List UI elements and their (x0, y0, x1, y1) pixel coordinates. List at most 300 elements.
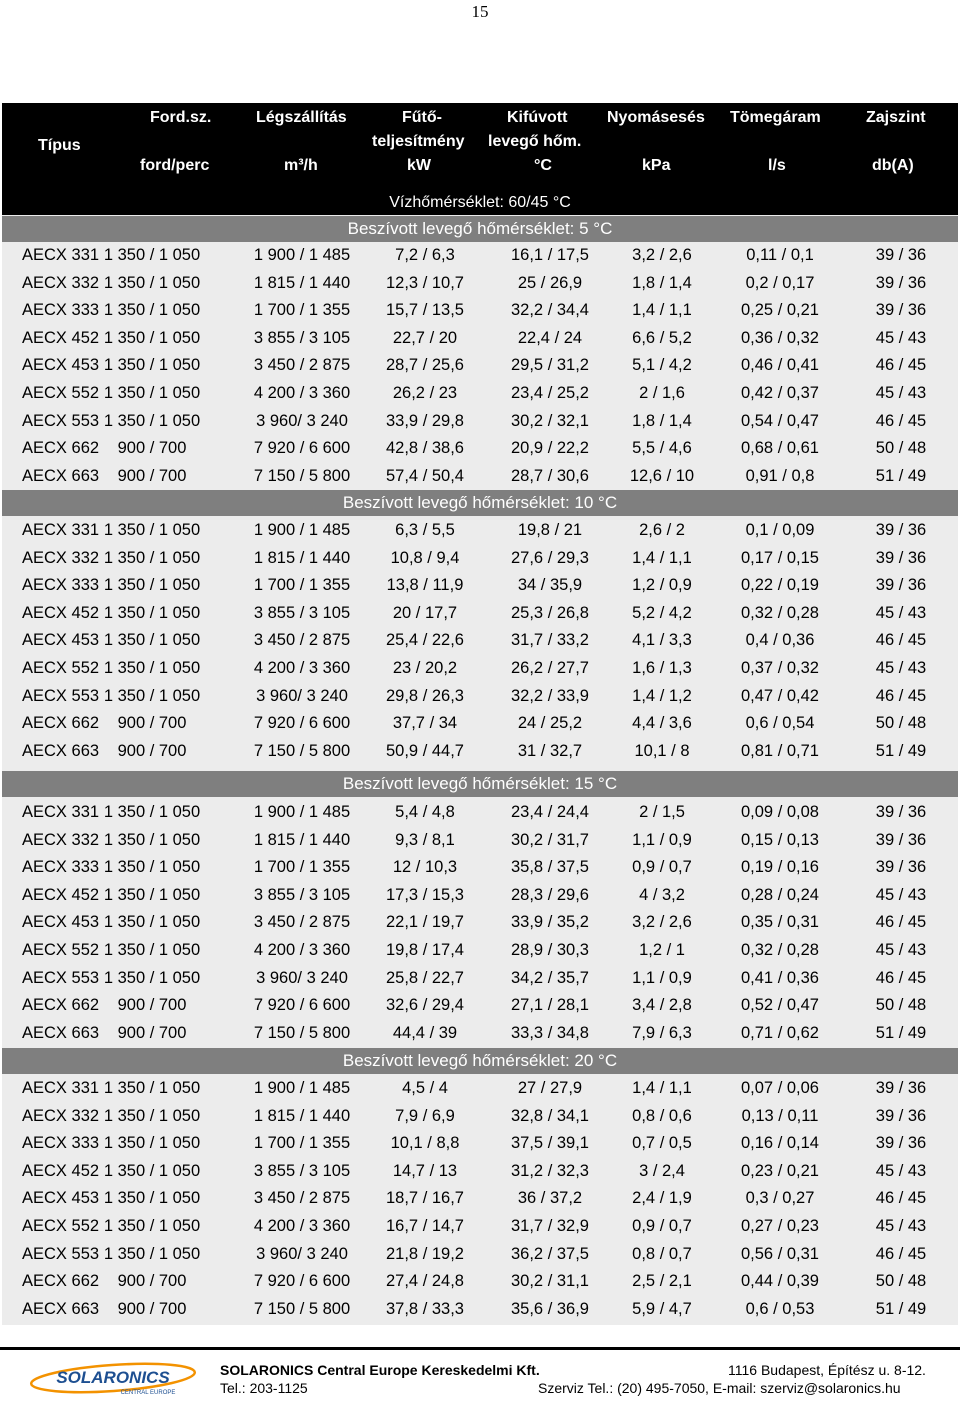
cell-outlet-temperature: 24 / 25,2 (517, 714, 583, 733)
cell-mass-flow: 0,54 / 0,47 (741, 411, 819, 430)
cell-airflow: 7 150 / 5 800 (253, 1299, 351, 1318)
cell-speed: 1 350 / 1 050 (103, 328, 201, 347)
cell-pressure-drop: 1,2 / 0,9 (632, 576, 692, 595)
cell-type: AECX 453 (22, 913, 100, 932)
cell-speed: 1 350 / 1 050 (103, 273, 201, 292)
cell-noise-level: 45 / 43 (875, 885, 927, 904)
cell-outlet-temperature: 30,2 / 31,1 (511, 1272, 589, 1291)
table-row (2, 380, 958, 408)
cell-heating-output: 15,7 / 13,5 (386, 301, 464, 320)
cell-noise-level: 46 / 45 (875, 686, 927, 705)
cell-airflow: 3 855 / 3 105 (253, 328, 351, 347)
cell-speed: 900 / 700 (117, 1023, 187, 1042)
cell-noise-level: 46 / 45 (875, 356, 927, 375)
cell-type: AECX 333 (22, 1134, 100, 1153)
cell-type: AECX 553 (22, 1244, 100, 1263)
cell-airflow: 1 815 / 1 440 (253, 273, 351, 292)
cell-outlet-temperature: 33,9 / 35,2 (511, 913, 589, 932)
cell-noise-level: 51 / 49 (875, 1023, 927, 1042)
cell-speed: 1 350 / 1 050 (103, 940, 201, 959)
cell-pressure-drop: 1,6 / 1,3 (632, 658, 692, 677)
table-row (2, 435, 958, 463)
cell-mass-flow: 0,15 / 0,13 (741, 830, 819, 849)
section-title-band (2, 1048, 958, 1074)
cell-outlet-temperature: 29,5 / 31,2 (511, 356, 589, 375)
cell-pressure-drop: 1,1 / 0,9 (632, 830, 692, 849)
cell-airflow: 1 700 / 1 355 (253, 858, 351, 877)
cell-noise-level: 39 / 36 (875, 576, 927, 595)
cell-heating-output: 26,2 / 23 (392, 383, 458, 402)
cell-speed: 900 / 700 (117, 1299, 187, 1318)
cell-mass-flow: 0,37 / 0,32 (741, 658, 819, 677)
cell-type: AECX 553 (22, 411, 100, 430)
cell-heating-output: 57,4 / 50,4 (386, 466, 464, 485)
table-row (2, 600, 958, 628)
cell-mass-flow: 0,11 / 0,1 (746, 246, 814, 264)
cell-pressure-drop: 5,1 / 4,2 (632, 356, 692, 375)
cell-pressure-drop: 2 / 1,6 (639, 383, 685, 402)
cell-speed: 1 350 / 1 050 (103, 858, 201, 877)
cell-airflow: 7 150 / 5 800 (253, 466, 351, 485)
table-row (2, 909, 958, 937)
cell-pressure-drop: 5,9 / 4,7 (632, 1299, 692, 1318)
cell-noise-level: 39 / 36 (875, 1134, 927, 1153)
cell-outlet-temperature: 27,6 / 29,3 (511, 548, 589, 567)
table-row (2, 408, 958, 436)
cell-type: AECX 331 (22, 521, 100, 539)
cell-mass-flow: 0,32 / 0,28 (741, 940, 819, 959)
cell-type: AECX 662 (22, 996, 100, 1015)
section-rows (2, 1075, 958, 1323)
cell-speed: 1 350 / 1 050 (103, 1161, 201, 1180)
cell-noise-level: 39 / 36 (875, 1106, 927, 1125)
table-row (2, 352, 958, 380)
cell-noise-level: 46 / 45 (875, 913, 927, 932)
cell-speed: 1 350 / 1 050 (103, 411, 201, 430)
table-row (2, 1185, 958, 1213)
cell-heating-output: 28,7 / 25,6 (386, 356, 464, 375)
cell-airflow: 3 960/ 3 240 (256, 686, 348, 705)
cell-noise-level: 39 / 36 (875, 1079, 927, 1097)
table-row (2, 1241, 958, 1269)
cell-outlet-temperature: 32,2 / 34,4 (511, 301, 589, 320)
cell-mass-flow: 0,81 / 0,71 (741, 741, 819, 760)
cell-airflow: 4 200 / 3 360 (253, 383, 351, 402)
cell-airflow: 1 700 / 1 355 (253, 1134, 351, 1153)
section-title: Beszívott levegő hőmérséklet: 5 °C (347, 219, 613, 238)
cell-noise-level: 45 / 43 (875, 940, 927, 959)
cell-pressure-drop: 0,8 / 0,6 (632, 1106, 692, 1125)
cell-outlet-temperature: 31 / 32,7 (517, 741, 583, 760)
cell-airflow: 1 900 / 1 485 (253, 1079, 351, 1097)
water-temperature-label: Vízhőmérséklet: 60/45 °C (389, 194, 571, 211)
cell-pressure-drop: 5,5 / 4,6 (632, 439, 692, 458)
header-heat-unit: kW (407, 157, 431, 174)
cell-noise-level: 39 / 36 (875, 246, 927, 264)
cell-heating-output: 10,8 / 9,4 (390, 548, 460, 567)
logo-subtext: CENTRAL EUROPE (120, 1390, 176, 1395)
cell-noise-level: 39 / 36 (875, 273, 927, 292)
cell-noise-level: 46 / 45 (875, 1189, 927, 1208)
cell-mass-flow: 0,19 / 0,16 (741, 858, 819, 877)
cell-heating-output: 23 / 20,2 (392, 658, 458, 677)
cell-type: AECX 452 (22, 1161, 100, 1180)
cell-pressure-drop: 2,5 / 2,1 (632, 1272, 692, 1291)
cell-mass-flow: 0,6 / 0,54 (745, 714, 815, 733)
cell-outlet-temperature: 33,3 / 34,8 (511, 1023, 589, 1042)
cell-outlet-temperature: 23,4 / 25,2 (511, 383, 589, 402)
section-rows (2, 517, 958, 765)
cell-noise-level: 51 / 49 (875, 466, 927, 485)
cell-heating-output: 25,8 / 22,7 (386, 968, 464, 987)
cell-airflow: 3 855 / 3 105 (253, 885, 351, 904)
cell-mass-flow: 0,42 / 0,37 (741, 383, 819, 402)
cell-mass-flow: 0,23 / 0,21 (741, 1161, 819, 1180)
cell-outlet-temperature: 16,1 / 17,5 (511, 246, 589, 264)
cell-speed: 1 350 / 1 050 (103, 885, 201, 904)
cell-speed: 900 / 700 (117, 714, 187, 733)
cell-noise-level: 45 / 43 (875, 328, 927, 347)
cell-heating-output: 37,8 / 33,3 (386, 1299, 464, 1318)
section-rows (2, 799, 958, 1047)
cell-pressure-drop: 2 / 1,5 (639, 803, 685, 821)
cell-heating-output: 14,7 / 13 (392, 1161, 458, 1180)
cell-pressure-drop: 2,6 / 2 (639, 521, 685, 539)
cell-speed: 1 350 / 1 050 (103, 686, 201, 705)
cell-pressure-drop: 1,1 / 0,9 (632, 968, 692, 987)
footer-divider (0, 1347, 960, 1350)
table-row (2, 655, 958, 683)
cell-pressure-drop: 0,9 / 0,7 (632, 1216, 692, 1235)
footer-service: Szerviz Tel.: (20) 495-7050, E-mail: szerviz@solaronics.hu (538, 1380, 901, 1396)
cell-noise-level: 39 / 36 (875, 548, 927, 567)
cell-outlet-temperature: 30,2 / 32,1 (511, 411, 589, 430)
cell-noise-level: 51 / 49 (875, 1299, 927, 1318)
table-row (2, 627, 958, 655)
cell-mass-flow: 0,1 / 0,09 (745, 521, 815, 539)
cell-heating-output: 29,8 / 26,3 (386, 686, 464, 705)
logo-text: SOLARONICS (56, 1368, 170, 1387)
cell-airflow: 1 900 / 1 485 (253, 521, 351, 539)
cell-speed: 1 350 / 1 050 (103, 576, 201, 595)
cell-noise-level: 46 / 45 (875, 631, 927, 650)
cell-speed: 1 350 / 1 050 (103, 1189, 201, 1208)
cell-mass-flow: 0,3 / 0,27 (745, 1189, 815, 1208)
cell-speed: 1 350 / 1 050 (103, 830, 201, 849)
cell-type: AECX 552 (22, 383, 100, 402)
header-outlet-unit: °C (534, 157, 552, 174)
cell-pressure-drop: 6,6 / 5,2 (632, 328, 692, 347)
cell-mass-flow: 0,68 / 0,61 (741, 439, 819, 458)
cell-type: AECX 332 (22, 273, 100, 292)
header-mass-label: Tömegáram (730, 109, 821, 126)
cell-airflow: 7 920 / 6 600 (253, 439, 351, 458)
cell-mass-flow: 0,52 / 0,47 (741, 996, 819, 1015)
cell-airflow: 3 960/ 3 240 (256, 1244, 348, 1263)
cell-airflow: 1 815 / 1 440 (253, 830, 351, 849)
cell-outlet-temperature: 28,3 / 29,6 (511, 885, 589, 904)
table-row (2, 297, 958, 325)
cell-heating-output: 32,6 / 29,4 (386, 996, 464, 1015)
table-row (2, 937, 958, 965)
section-rows (2, 242, 958, 490)
cell-noise-level: 45 / 43 (875, 658, 927, 677)
cell-pressure-drop: 12,6 / 10 (629, 466, 695, 485)
cell-heating-output: 37,7 / 34 (392, 714, 458, 733)
cell-mass-flow: 0,46 / 0,41 (741, 356, 819, 375)
cell-airflow: 7 150 / 5 800 (253, 1023, 351, 1042)
header-ford-label: Ford.sz. (150, 109, 212, 126)
cell-pressure-drop: 1,4 / 1,1 (632, 548, 692, 567)
cell-mass-flow: 0,35 / 0,31 (741, 913, 819, 932)
header-ford-unit: ford/perc (140, 157, 210, 174)
cell-noise-level: 39 / 36 (875, 830, 927, 849)
cell-speed: 1 350 / 1 050 (103, 803, 201, 821)
cell-pressure-drop: 0,8 / 0,7 (632, 1244, 692, 1263)
table-row (2, 1296, 958, 1324)
cell-airflow: 3 960/ 3 240 (256, 968, 348, 987)
cell-type: AECX 333 (22, 576, 100, 595)
cell-mass-flow: 0,17 / 0,15 (741, 548, 819, 567)
cell-outlet-temperature: 19,8 / 21 (517, 521, 583, 539)
cell-heating-output: 22,1 / 19,7 (386, 913, 464, 932)
cell-type: AECX 553 (22, 968, 100, 987)
cell-type: AECX 331 (22, 246, 100, 264)
cell-speed: 1 350 / 1 050 (103, 631, 201, 650)
cell-mass-flow: 0,71 / 0,62 (741, 1023, 819, 1042)
section-title-band (2, 771, 958, 797)
cell-airflow: 7 150 / 5 800 (253, 741, 351, 760)
cell-noise-level: 46 / 45 (875, 411, 927, 430)
cell-speed: 900 / 700 (117, 1272, 187, 1291)
cell-outlet-temperature: 35,6 / 36,9 (511, 1299, 589, 1318)
cell-outlet-temperature: 32,8 / 34,1 (511, 1106, 589, 1125)
footer-address: 1116 Budapest, Építész u. 8-12. (728, 1362, 926, 1378)
table-row (2, 242, 958, 270)
table-row (2, 325, 958, 353)
cell-type: AECX 332 (22, 548, 100, 567)
cell-mass-flow: 0,13 / 0,11 (741, 1106, 819, 1125)
cell-pressure-drop: 0,7 / 0,5 (632, 1134, 692, 1153)
cell-pressure-drop: 3,2 / 2,6 (632, 913, 692, 932)
cell-type: AECX 663 (22, 741, 100, 760)
footer-company: SOLARONICS Central Europe Kereskedelmi Kft. (220, 1362, 540, 1378)
cell-mass-flow: 0,22 / 0,19 (741, 576, 819, 595)
cell-mass-flow: 0,32 / 0,28 (741, 603, 819, 622)
table-row (2, 1130, 958, 1158)
cell-mass-flow: 0,28 / 0,24 (741, 885, 819, 904)
cell-mass-flow: 0,4 / 0,36 (745, 631, 815, 650)
cell-type: AECX 453 (22, 1189, 100, 1208)
cell-mass-flow: 0,6 / 0,53 (745, 1299, 815, 1318)
cell-heating-output: 18,7 / 16,7 (386, 1189, 464, 1208)
cell-noise-level: 50 / 48 (875, 996, 927, 1015)
cell-heating-output: 17,3 / 15,3 (386, 885, 464, 904)
table-row (2, 827, 958, 855)
cell-outlet-temperature: 28,7 / 30,6 (511, 466, 589, 485)
cell-airflow: 1 700 / 1 355 (253, 576, 351, 595)
table-row (2, 270, 958, 298)
cell-type: AECX 553 (22, 686, 100, 705)
section-title-band (2, 216, 958, 242)
cell-heating-output: 4,5 / 4 (402, 1079, 448, 1097)
table-row (2, 572, 958, 600)
cell-type: AECX 332 (22, 1106, 100, 1125)
table-row (2, 1268, 958, 1296)
solaronics-logo (28, 1361, 198, 1395)
cell-pressure-drop: 1,8 / 1,4 (632, 273, 692, 292)
cell-speed: 1 350 / 1 050 (103, 301, 201, 320)
cell-airflow: 1 900 / 1 485 (253, 246, 351, 264)
cell-outlet-temperature: 26,2 / 27,7 (511, 658, 589, 677)
cell-pressure-drop: 5,2 / 4,2 (632, 603, 692, 622)
cell-mass-flow: 0,27 / 0,23 (741, 1216, 819, 1235)
cell-outlet-temperature: 31,2 / 32,3 (511, 1161, 589, 1180)
cell-heating-output: 42,8 / 38,6 (386, 439, 464, 458)
cell-heating-output: 13,8 / 11,9 (386, 576, 464, 595)
table-row (2, 545, 958, 573)
cell-airflow: 4 200 / 3 360 (253, 940, 351, 959)
cell-pressure-drop: 1,4 / 1,2 (632, 686, 692, 705)
cell-type: AECX 662 (22, 439, 100, 458)
cell-heating-output: 20 / 17,7 (392, 603, 458, 622)
table-row (2, 710, 958, 738)
cell-outlet-temperature: 30,2 / 31,7 (511, 830, 589, 849)
cell-outlet-temperature: 34,2 / 35,7 (511, 968, 589, 987)
table-row (2, 738, 958, 766)
cell-speed: 900 / 700 (117, 996, 187, 1015)
cell-mass-flow: 0,36 / 0,32 (741, 328, 819, 347)
cell-noise-level: 51 / 49 (875, 741, 927, 760)
cell-pressure-drop: 1,8 / 1,4 (632, 411, 692, 430)
table-row (2, 854, 958, 882)
cell-heating-output: 7,2 / 6,3 (395, 246, 455, 264)
cell-pressure-drop: 3,2 / 2,6 (632, 246, 692, 264)
header-air-unit: m³/h (284, 157, 318, 174)
cell-heating-output: 25,4 / 22,6 (386, 631, 464, 650)
cell-airflow: 3 855 / 3 105 (253, 603, 351, 622)
cell-pressure-drop: 2,4 / 1,9 (632, 1189, 692, 1208)
table-row (2, 1075, 958, 1103)
cell-type: AECX 331 (22, 803, 100, 821)
cell-type: AECX 453 (22, 356, 100, 375)
cell-heating-output: 44,4 / 39 (392, 1023, 458, 1042)
cell-type: AECX 552 (22, 1216, 100, 1235)
cell-airflow: 3 450 / 2 875 (253, 356, 351, 375)
header-heat-label-1: Fűtő- (402, 109, 442, 126)
cell-airflow: 1 815 / 1 440 (253, 548, 351, 567)
cell-noise-level: 45 / 43 (875, 1216, 927, 1235)
cell-mass-flow: 0,41 / 0,36 (741, 968, 819, 987)
header-air-label: Légszállítás (256, 109, 347, 126)
cell-speed: 1 350 / 1 050 (103, 658, 201, 677)
water-temperature-band (2, 189, 958, 216)
cell-outlet-temperature: 27,1 / 28,1 (511, 996, 589, 1015)
cell-airflow: 7 920 / 6 600 (253, 996, 351, 1015)
table-row (2, 965, 958, 993)
cell-heating-output: 50,9 / 44,7 (386, 741, 464, 760)
cell-speed: 1 350 / 1 050 (103, 1134, 201, 1153)
cell-outlet-temperature: 28,9 / 30,3 (511, 940, 589, 959)
cell-airflow: 1 900 / 1 485 (253, 803, 351, 821)
header-pressure-label: Nyomásesés (607, 109, 705, 126)
cell-noise-level: 39 / 36 (875, 858, 927, 877)
cell-heating-output: 22,7 / 20 (392, 328, 458, 347)
cell-pressure-drop: 1,4 / 1,1 (632, 301, 692, 320)
cell-outlet-temperature: 34 / 35,9 (517, 576, 583, 595)
header-noise-unit: db(A) (872, 157, 914, 174)
cell-speed: 1 350 / 1 050 (103, 1106, 201, 1125)
cell-noise-level: 45 / 43 (875, 1161, 927, 1180)
cell-type: AECX 663 (22, 1299, 100, 1318)
cell-speed: 900 / 700 (117, 741, 187, 760)
cell-outlet-temperature: 37,5 / 39,1 (511, 1134, 589, 1153)
cell-type: AECX 333 (22, 858, 100, 877)
cell-noise-level: 46 / 45 (875, 1244, 927, 1263)
cell-heating-output: 27,4 / 24,8 (386, 1272, 464, 1291)
cell-mass-flow: 0,47 / 0,42 (741, 686, 819, 705)
cell-noise-level: 45 / 43 (875, 383, 927, 402)
cell-mass-flow: 0,16 / 0,14 (741, 1134, 819, 1153)
cell-pressure-drop: 7,9 / 6,3 (632, 1023, 692, 1042)
cell-outlet-temperature: 31,7 / 33,2 (511, 631, 589, 650)
cell-speed: 900 / 700 (117, 466, 187, 485)
cell-pressure-drop: 0,9 / 0,7 (632, 858, 692, 877)
cell-outlet-temperature: 36 / 37,2 (517, 1189, 583, 1208)
page-number: 15 (471, 2, 489, 21)
cell-airflow: 3 450 / 2 875 (253, 631, 351, 650)
cell-type: AECX 663 (22, 466, 100, 485)
table-row (2, 882, 958, 910)
cell-heating-output: 6,3 / 5,5 (395, 521, 455, 539)
table-row (2, 517, 958, 545)
cell-pressure-drop: 4,1 / 3,3 (632, 631, 692, 650)
cell-airflow: 3 960/ 3 240 (256, 411, 348, 430)
cell-type: AECX 552 (22, 940, 100, 959)
table-row (2, 1213, 958, 1241)
cell-heating-output: 9,3 / 8,1 (395, 830, 455, 849)
cell-type: AECX 662 (22, 714, 100, 733)
table-row (2, 992, 958, 1020)
header-pressure-unit: kPa (642, 157, 671, 174)
cell-speed: 1 350 / 1 050 (103, 968, 201, 987)
cell-outlet-temperature: 25,3 / 26,8 (511, 603, 589, 622)
cell-type: AECX 331 (22, 1079, 100, 1097)
cell-speed: 1 350 / 1 050 (103, 1079, 201, 1097)
cell-heating-output: 5,4 / 4,8 (395, 803, 455, 821)
cell-mass-flow: 0,25 / 0,21 (741, 301, 819, 320)
table-row (2, 683, 958, 711)
table-row (2, 799, 958, 827)
cell-type: AECX 333 (22, 301, 100, 320)
table-header (2, 103, 958, 189)
section-title: Beszívott levegő hőmérséklet: 15 °C (342, 774, 618, 793)
cell-outlet-temperature: 25 / 26,9 (517, 273, 583, 292)
cell-outlet-temperature: 27 / 27,9 (517, 1079, 583, 1097)
cell-airflow: 1 700 / 1 355 (253, 301, 351, 320)
cell-outlet-temperature: 23,4 / 24,4 (511, 803, 589, 821)
cell-outlet-temperature: 36,2 / 37,5 (511, 1244, 589, 1263)
cell-type: AECX 452 (22, 885, 100, 904)
cell-airflow: 7 920 / 6 600 (253, 714, 351, 733)
cell-mass-flow: 0,44 / 0,39 (741, 1272, 819, 1291)
cell-pressure-drop: 10,1 / 8 (634, 741, 690, 760)
header-outlet-label-1: Kifúvott (507, 109, 568, 126)
cell-heating-output: 33,9 / 29,8 (386, 411, 464, 430)
cell-pressure-drop: 3 / 2,4 (639, 1161, 685, 1180)
cell-airflow: 3 450 / 2 875 (253, 913, 351, 932)
cell-speed: 1 350 / 1 050 (103, 246, 201, 264)
